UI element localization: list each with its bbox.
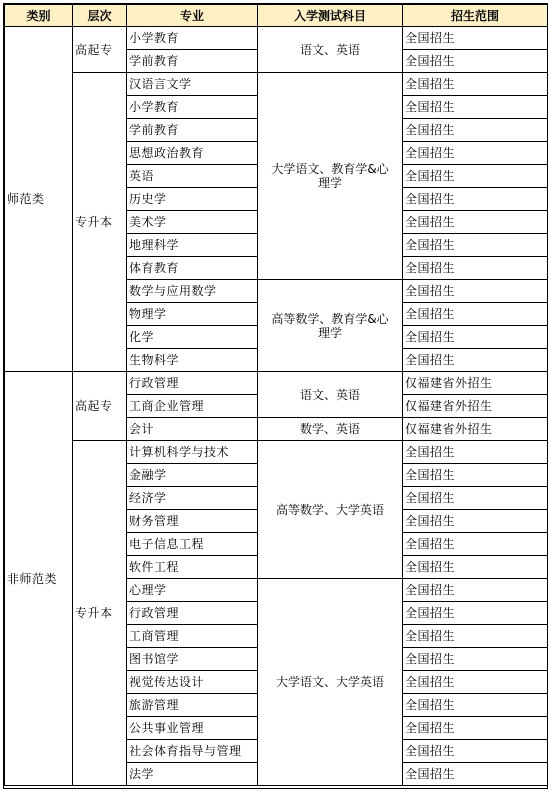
scope-cell: 全国招生	[403, 211, 548, 234]
table-row	[5, 27, 548, 50]
scope-cell: 全国招生	[403, 349, 548, 372]
header-scope: 招生范围	[403, 5, 548, 27]
major-cell: 软件工程	[127, 556, 258, 579]
category-cell: 非师范类	[5, 372, 73, 786]
major-cell: 社会体育指导与管理	[127, 740, 258, 763]
major-cell: 心理学	[127, 579, 258, 602]
major-cell: 经济学	[127, 487, 258, 510]
subjects-cell: 大学语文、大学英语	[258, 579, 403, 786]
scope-cell: 全国招生	[403, 27, 548, 50]
major-cell: 计算机科学与技术	[127, 441, 258, 464]
admission-table	[4, 4, 548, 786]
scope-cell: 全国招生	[403, 533, 548, 556]
scope-cell: 全国招生	[403, 188, 548, 211]
major-cell: 行政管理	[127, 602, 258, 625]
level-cell: 专升本	[73, 73, 127, 372]
scope-cell: 全国招生	[403, 142, 548, 165]
category-cell: 师范类	[5, 27, 73, 372]
major-cell: 会计	[127, 418, 258, 441]
scope-cell: 全国招生	[403, 234, 548, 257]
scope-cell: 全国招生	[403, 510, 548, 533]
major-cell: 物理学	[127, 303, 258, 326]
major-cell: 地理科学	[127, 234, 258, 257]
header-row	[5, 5, 548, 27]
scope-cell: 全国招生	[403, 119, 548, 142]
major-cell: 财务管理	[127, 510, 258, 533]
major-cell: 英语	[127, 165, 258, 188]
major-cell: 法学	[127, 763, 258, 786]
subjects-cell: 高等数学、大学英语	[258, 441, 403, 579]
major-cell: 电子信息工程	[127, 533, 258, 556]
scope-cell: 全国招生	[403, 257, 548, 280]
major-cell: 工商管理	[127, 625, 258, 648]
major-cell: 学前教育	[127, 119, 258, 142]
scope-cell: 全国招生	[403, 763, 548, 786]
major-cell: 视觉传达设计	[127, 671, 258, 694]
scope-cell: 全国招生	[403, 556, 548, 579]
scope-cell: 全国招生	[403, 740, 548, 763]
subjects-cell: 语文、英语	[258, 27, 403, 73]
scope-cell: 全国招生	[403, 50, 548, 73]
major-cell: 思想政治教育	[127, 142, 258, 165]
major-cell: 工商企业管理	[127, 395, 258, 418]
table-row	[5, 372, 548, 395]
scope-cell: 仅福建省外招生	[403, 418, 548, 441]
subjects-cell: 语文、英语	[258, 372, 403, 418]
scope-cell: 仅福建省外招生	[403, 372, 548, 395]
major-cell: 生物科学	[127, 349, 258, 372]
major-cell: 旅游管理	[127, 694, 258, 717]
header-subjects: 入学测试科目	[258, 5, 403, 27]
header-major: 专业	[127, 5, 258, 27]
scope-cell: 全国招生	[403, 625, 548, 648]
subjects-cell: 大学语文、教育学&心理学	[258, 73, 403, 280]
major-cell: 行政管理	[127, 372, 258, 395]
header-category: 类别	[5, 5, 73, 27]
scope-cell: 全国招生	[403, 441, 548, 464]
scope-cell: 全国招生	[403, 73, 548, 96]
table-row	[5, 73, 548, 96]
header-level: 层次	[73, 5, 127, 27]
major-cell: 化学	[127, 326, 258, 349]
major-cell: 小学教育	[127, 27, 258, 50]
subjects-cell: 高等数学、教育学&心理学	[258, 280, 403, 372]
table-row	[5, 441, 548, 464]
major-cell: 金融学	[127, 464, 258, 487]
level-cell: 专升本	[73, 441, 127, 786]
major-cell: 学前教育	[127, 50, 258, 73]
scope-cell: 全国招生	[403, 280, 548, 303]
scope-cell: 全国招生	[403, 671, 548, 694]
scope-cell: 全国招生	[403, 717, 548, 740]
scope-cell: 全国招生	[403, 694, 548, 717]
level-cell: 高起专	[73, 372, 127, 441]
major-cell: 数学与应用数学	[127, 280, 258, 303]
scope-cell: 全国招生	[403, 165, 548, 188]
level-cell: 高起专	[73, 27, 127, 73]
scope-cell: 全国招生	[403, 303, 548, 326]
scope-cell: 全国招生	[403, 326, 548, 349]
scope-cell: 全国招生	[403, 579, 548, 602]
subjects-cell: 数学、英语	[258, 418, 403, 441]
scope-cell: 全国招生	[403, 96, 548, 119]
major-cell: 体育教育	[127, 257, 258, 280]
scope-cell: 全国招生	[403, 487, 548, 510]
major-cell: 图书馆学	[127, 648, 258, 671]
major-cell: 美术学	[127, 211, 258, 234]
major-cell: 公共事业管理	[127, 717, 258, 740]
scope-cell: 全国招生	[403, 648, 548, 671]
scope-cell: 全国招生	[403, 602, 548, 625]
table-body	[5, 27, 548, 786]
major-cell: 小学教育	[127, 96, 258, 119]
scope-cell: 全国招生	[403, 464, 548, 487]
major-cell: 历史学	[127, 188, 258, 211]
major-cell: 汉语言文学	[127, 73, 258, 96]
scope-cell: 仅福建省外招生	[403, 395, 548, 418]
